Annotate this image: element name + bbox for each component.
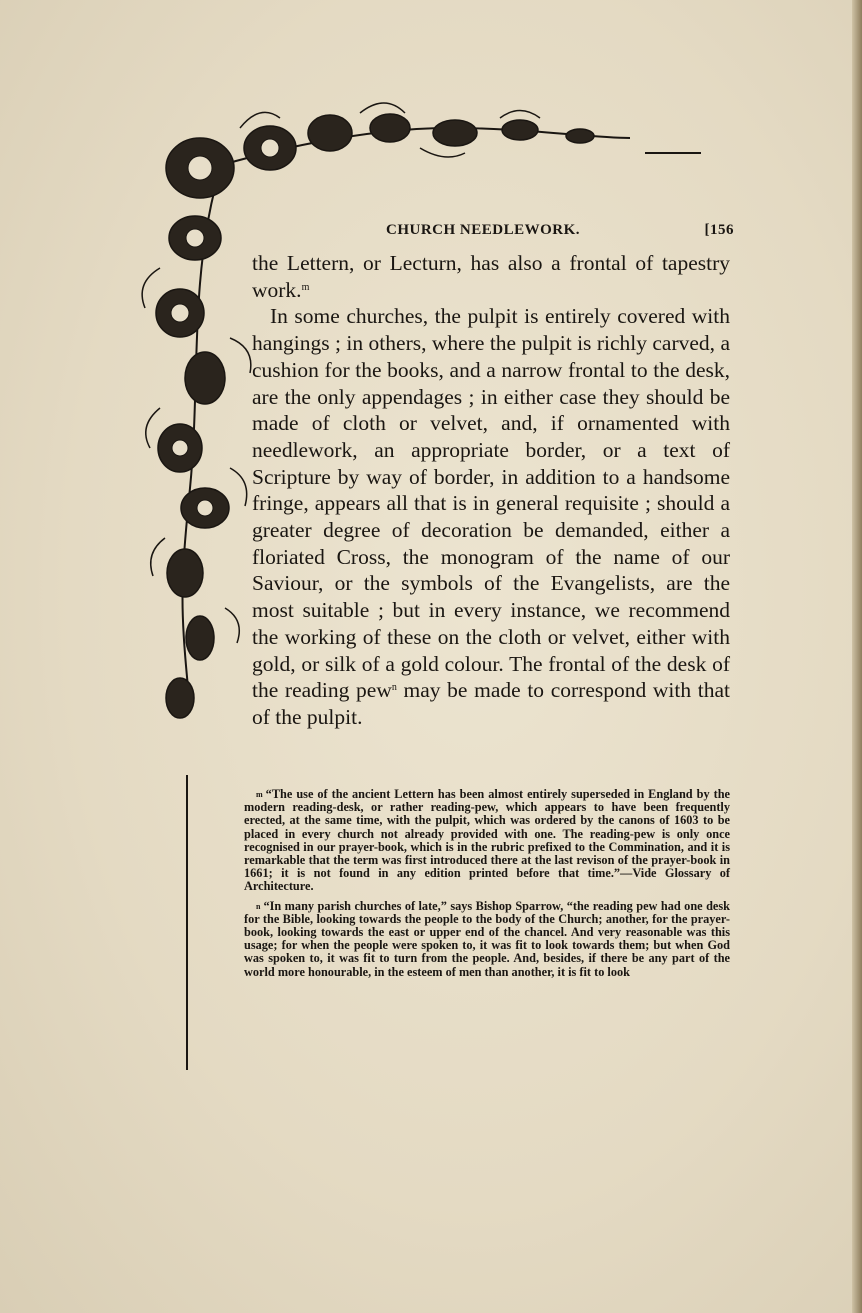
footnote-ref-n: n — [391, 682, 397, 694]
page-edge — [852, 0, 862, 1313]
footnote-n: $^n$ “In many parish churches of late,” says Bishop Sparrow, “the reading pew had one desk for the Bible, looking towards the people to the body of the Church; another, for the prayer-book, looking towards the east or upper end of the chancel. And very reasonable was this usage; for when the people were spoken to, it was fit to look towards them; but when God was spoken to, it was fit to turn from the people. And, besides, if there be any part of the world more honourable, in the esteem of men than another, it is fit to look — [244, 898, 730, 979]
margin-rule — [186, 775, 188, 1070]
footnotes — [244, 788, 730, 985]
header-rule — [645, 152, 701, 154]
footnote-mark-n: n — [256, 901, 261, 911]
running-header — [386, 222, 736, 246]
paragraph-1: the Lettern, or Lecturn, has also a frontal of tapestry work.$^m$ — [252, 251, 730, 302]
running-title: CHURCH NEEDLEWORK. — [386, 222, 581, 238]
footnote-ref-m: m — [301, 281, 310, 293]
page-number: [156 — [704, 222, 734, 238]
paragraph-2: In some churches, the pulpit is entirely covered with hangings ; in others, where the pulpit is richly carved, a cushion for the books, and a narrow frontal to the desk, are the only appendages ; in either case they should be made of cloth or velvet, and, if ornamented with needlework, an appropriate border, or a text of Scripture by way of border, in addition to a handsome fringe, appears all that is in general requisite ; should a greater degree of decoration be demanded, either a floriated Cross, the monogram of the name of our Saviour, or the symbols of the Evangelists, are the most suitable ; but in every instance, we recommend the working of these on the cloth or velvet, either with gold, or silk of a gold colour. The frontal of the desk of the reading pew$^n$ may be made to correspond with that of the pulpit. — [252, 304, 730, 729]
main-text — [252, 250, 730, 731]
footnote-m: $^m$ “The use of the ancient Lettern has been almost entirely superseded in England by the modern reading-desk, or rather reading-pew, which appears to have been frequently erected, at the same time, with the pulpit, which was ordered by the canons of 1603 to be placed in every church not already provided with one. The reading-pew is only once recognised in our prayer-book, which is in the rubric prefixed to the Commination, and it is remarkable that the term was first introduced there at the last revison of the prayer-book in 1661; it is not found in any edition printed before that time.”—Vide Glossary of Architecture. — [244, 787, 730, 894]
footnote-mark-m: m — [256, 790, 263, 799]
